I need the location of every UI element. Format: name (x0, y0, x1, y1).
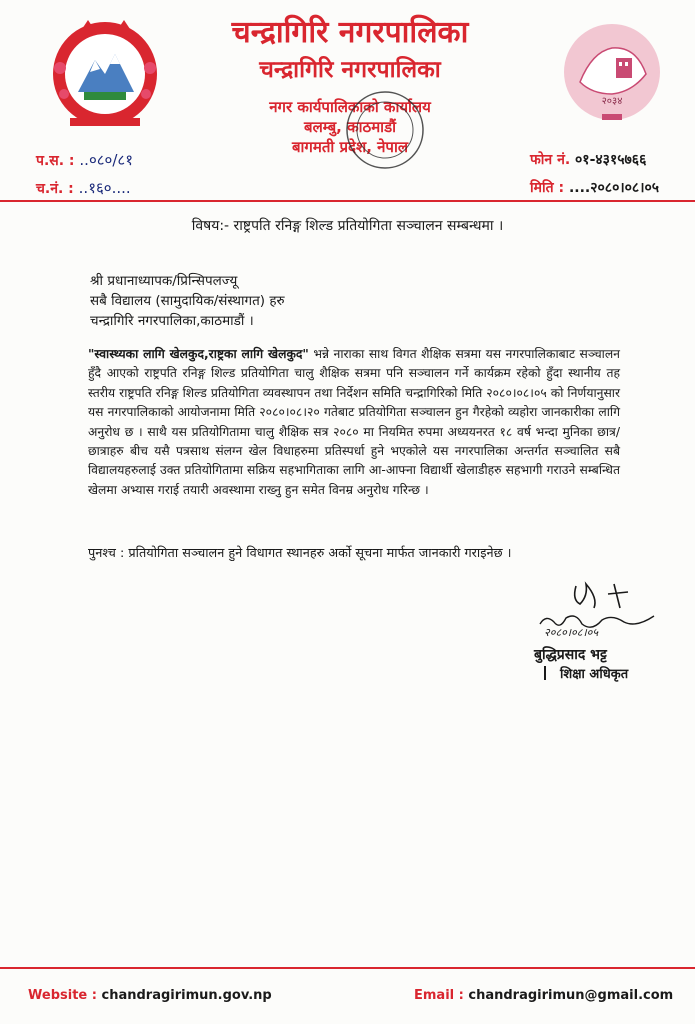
header-divider (0, 200, 695, 202)
footer-website (28, 988, 272, 1003)
footer-email (414, 988, 673, 1003)
letter-body (88, 345, 620, 500)
date-field (530, 178, 659, 197)
phone-value: ०१-४३१५७६६ (575, 152, 647, 168)
email-label: Email : (414, 988, 464, 1003)
signature-date: २०८०।०८।०५ (544, 626, 599, 639)
signature-mark (540, 664, 550, 682)
logo-year: २०३४ (601, 96, 623, 107)
postscript: पुनश्च : प्रतियोगिता सञ्चालन हुने विधागत स्थानहरु अर्को सूचना मार्फत जानकारी गराइनेछ । (88, 546, 512, 561)
body-text: भन्ने नाराका साथ विगत शैक्षिक सत्रमा यस नगरपालिकाबाट सञ्चालन हुँदै आएको राष्ट्रपति रनिङ्ग शिल्ड प्रतियोगिता चालु शैक्षिक सत्रमा पनि सञ्चालन गर्ने कार्यक्रम रहेको हुँदा स्थानीय तह स्तरीय राष्ट्रपति रनिङ्ग शिल्ड प्रतियोगिता व्यवस्थापन तथा निर्देशन समिति चन्द्रागिरिको मिति २०८०।०८।०५ को निर्णयानुसार यस नगरपालिकाको आयोजनामा मिति २०८०।०८।२० गतेबाट प्रतियोगिता सञ्चालन हुन गैरहेको व्यहोरा जानकारीका लागि अनुरोध छ । साथै यस प्रतियोगितामा चालु शैक्षिक सत्र २०८० मा नियमित रुपमा अध्ययनरत १८ वर्ष भन्दा मुनिका छात्र/छात्राहरु बीच यसै पत्रसाथ संलग्न खेल विधाहरुमा प्रतिस्पर्धा हुने भएकोले यस नगरपालिका अन्तर्गत सञ्चालित सबै विद्यालयहरुलाई उक्त प्रतियोगितामा सक्रिय सहभागिताका लागि आ-आफ्ना विद्यार्थी खेलाडीहरु सहभागी गराउने सम्बन्धित खेलमा अभ्यास गराई तयारी अवस्थामा राख्नु हुन समेत विनम्र अनुरोध गरिन्छ । (88, 347, 620, 497)
website-label: Website : (28, 988, 97, 1003)
date-value: ....२०८०।०८।०५ (568, 180, 660, 196)
body-slogan: "स्वास्थ्यका लागि खेलकुद,राष्ट्रका लागि खेलकुद" (88, 347, 309, 361)
website-link[interactable]: chandragirimun.gov.np (101, 988, 272, 1003)
cn-field (36, 178, 131, 198)
email-link[interactable]: chandragirimun@gmail.com (468, 988, 674, 1003)
municipality-logo (562, 22, 662, 126)
office-stamp (340, 88, 430, 172)
handwritten-signature (536, 578, 661, 640)
address-line-2: सबै विद्यालय (सामुदायिक/संस्थागत) हरु (90, 293, 285, 309)
recipient-address (90, 271, 285, 331)
ps-value: ..०८०/८१ (79, 151, 133, 169)
office-location: बलम्बु, काठमाडौं (304, 118, 396, 136)
ps-label: प.स. : (36, 153, 75, 169)
phone-field (530, 150, 646, 169)
date-label: मिति : (530, 180, 565, 196)
municipality-title: चन्द्रागिरि नगरपालिका (231, 15, 469, 50)
phone-label: फोन नं. (530, 152, 571, 168)
signatory-title: शिक्षा अधिकृत (560, 667, 629, 682)
cn-label: च.नं. : (36, 181, 74, 197)
ps-field (36, 150, 133, 170)
signatory-name: बुद्धिप्रसाद भट्ट (534, 647, 607, 663)
office-province: बागमती प्रदेश, नेपाल (291, 138, 409, 156)
letter-subject: विषय:- राष्ट्रपति रनिङ्ग शिल्ड प्रतियोगिता सञ्चालन सम्बन्धमा । (191, 218, 504, 234)
address-line-1: श्री प्रधानाध्यापक/प्रिन्सिपलज्यू (90, 273, 238, 289)
municipality-title-stylized: चन्द्रागिरि नगरपालिका (259, 57, 441, 83)
footer-divider (0, 967, 695, 969)
address-line-3: चन्द्रागिरि नगरपालिका,काठमाडौं । (90, 313, 254, 329)
cn-value: ..१६०.... (78, 179, 131, 197)
office-name: नगर कार्यपालिकाको कार्यालय (269, 98, 431, 116)
